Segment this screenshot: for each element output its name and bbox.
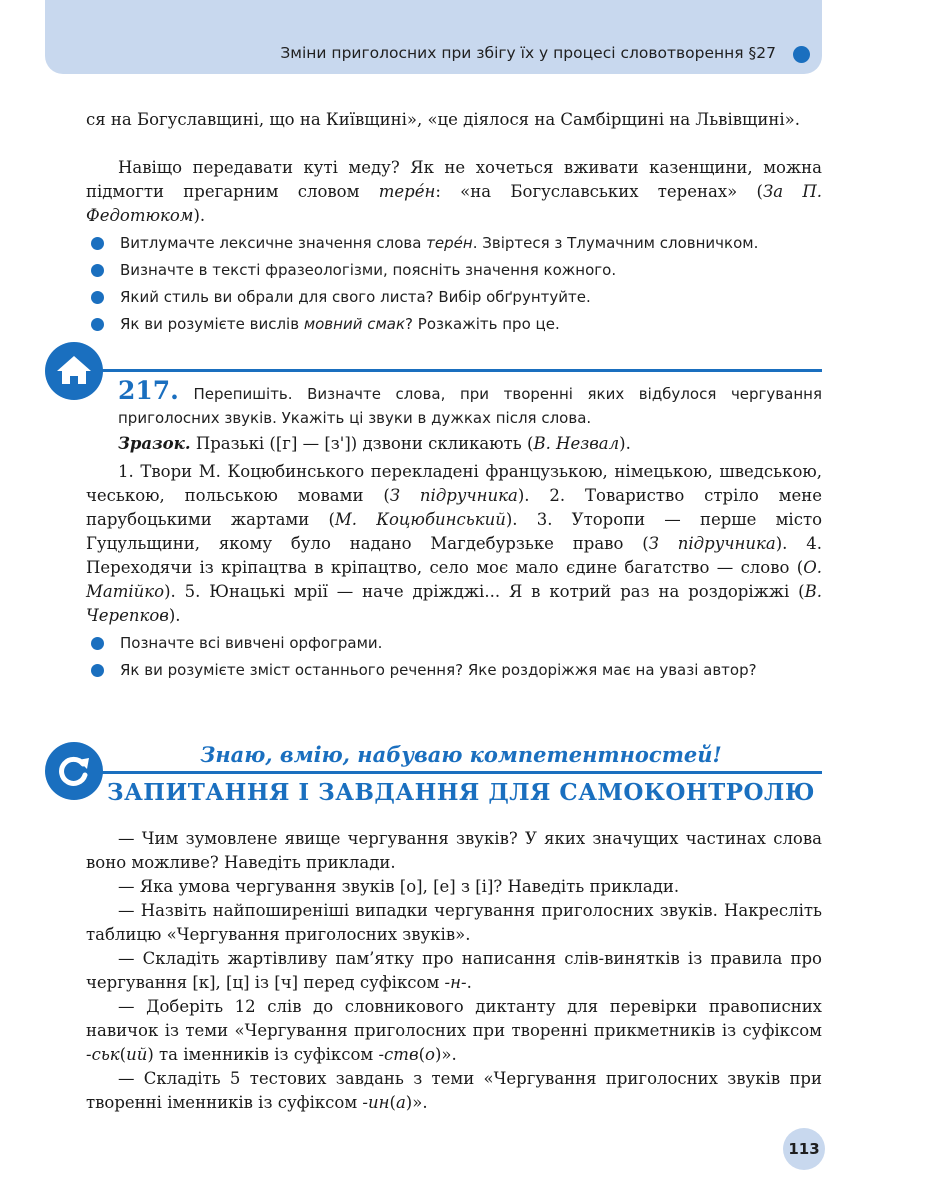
list-item: Визначте в тексті фразеологізми, поясніть значення кожного. [86, 257, 826, 284]
question-3: — Назвіть найпоширеніші випадки чергування приголосних звуків. Накресліть таблицю «Чергування приголосних звуків». [86, 901, 822, 944]
task-list-2 [86, 630, 826, 684]
exercise-sample: Зразок. Празькі ([г] — [з']) дзвони скликають (В. Незвал). [118, 434, 631, 453]
intro-paragraph-1: ся на Богуславщині, що на Київщині», «це діялося на Самбірщині на Львівщині». [86, 110, 800, 129]
page-header [45, 0, 822, 74]
exercise-instruction: 217. Перепишіть. Визначте слова, при творенні яких відбулося чергування приголосних звуків. Укажіть ці звуки в дужках після слова. [118, 376, 822, 427]
header-title: Зміни приголосних при збігу їх у процесі словотворення §27 [280, 44, 776, 62]
bullet-icon [91, 237, 104, 250]
exercise-number: 217. [118, 376, 179, 405]
refresh-icon [45, 742, 103, 800]
list-item: Як ви розумієте вислів мовний смак? Розкажіть про це. [86, 311, 826, 338]
competence-title: Знаю, вмію, набуваю компетентностей! [200, 742, 722, 767]
task-list-1 [86, 230, 826, 338]
bullet-icon [91, 264, 104, 277]
page-number: 113 [783, 1128, 825, 1170]
exercise-text: 1. Твори М. Коцюбинського перекладені французькою, німецькою, шведською, чеською, польською мовами (З підручника). 2. Товариство стріло мене парубоцькими жартами (М. Коцюбинський). 3. Уторопи — перше місто Гуцульщини, якому було надано Магдебурзьке право (З підручника). 4. Переходячи із кріпацтва в кріпацтво, село моє мало єдине багатство — слово (О. Матійко). 5. Юнацькі мрії — наче дріжджі... Я в котрий раз на роздоріжжі (В. Черепков). [86, 462, 823, 625]
bullet-icon [91, 664, 104, 677]
question-2: — Яка умова чергування звуків [о], [е] з [і]? Наведіть приклади. [118, 877, 680, 896]
question-1: — Чим зумовлене явище чергування звуків? У яких значущих частинах слова воно можливе? Наведіть приклади. [86, 829, 822, 872]
list-item: Який стиль ви обрали для свого листа? Вибір обґрунтуйте. [86, 284, 826, 311]
intro-paragraph-2: Навіщо передавати куті меду? Як не хочеться вживати казенщини, можна підмогти прегарним словом терéн: «на Богуславських теренах» (За П. Федотюком). [86, 158, 822, 225]
question-6: — Складіть 5 тестових завдань з теми «Чергування приголосних звуків при творенні іменників із суфіксом -ин(а)». [86, 1069, 822, 1112]
bullet-icon [91, 637, 104, 650]
home-icon [45, 342, 103, 400]
list-item: Як ви розумієте зміст останнього речення? Яке роздоріжжя має на увазі автор? [86, 657, 826, 684]
question-4: — Складіть жартівливу пам’ятку про написання слів-винятків із правила про чергування [к], [ц] із [ч] перед суфіксом -н-. [86, 949, 822, 992]
exercise-divider [100, 369, 822, 372]
section-title: ЗАПИТАННЯ І ЗАВДАННЯ ДЛЯ САМОКОНТРОЛЮ [106, 779, 816, 806]
header-dot-icon [793, 46, 810, 63]
question-5: — Доберіть 12 слів до словникового диктанту для перевірки правописних навичок із теми «Чергування приголосних при творенні прикметників із суфіксом -ськ(ий) та іменників із суфіксом -ств(о)». [86, 997, 822, 1064]
bullet-icon [91, 318, 104, 331]
bullet-icon [91, 291, 104, 304]
list-item: Витлумачте лексичне значення слова терéн. Звіртеся з Тлумачним словничком. [86, 230, 826, 257]
list-item: Позначте всі вивчені орфограми. [86, 630, 826, 657]
section-divider [100, 771, 822, 774]
